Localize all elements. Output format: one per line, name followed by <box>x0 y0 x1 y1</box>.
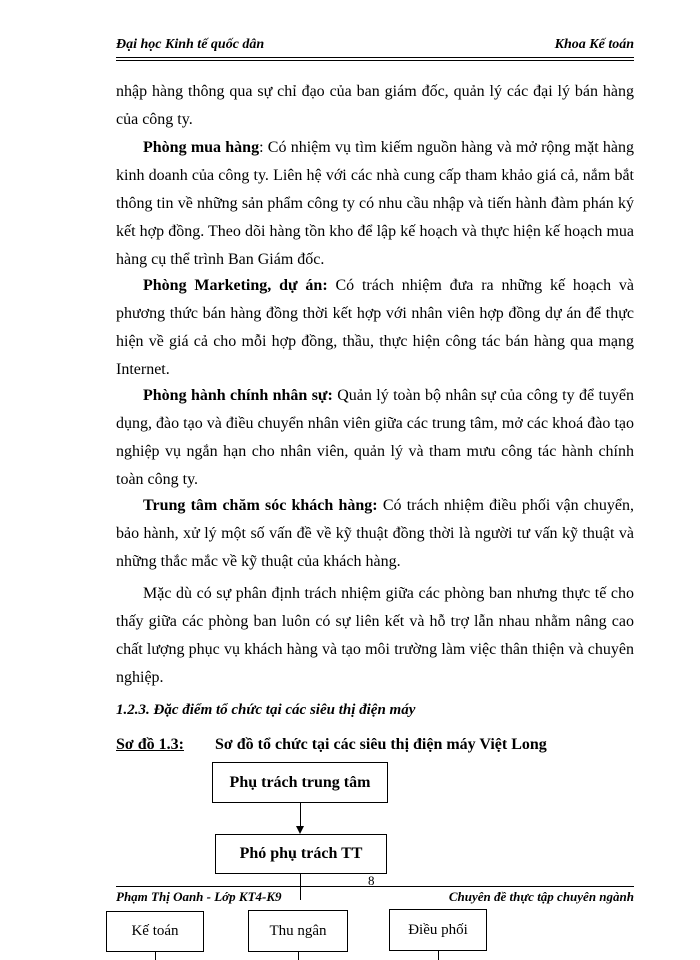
paragraph-lead: Phòng mua hàng <box>143 139 260 156</box>
paragraph-text: Có trách nhiệm đưa ra những kế hoạch và phương thức bán hàng đồng thời kết hợp với nhân viên hợp đồng dự án để thực hiện về giá cả cho mỗi hợp đồng, thầu, thực hiện công tác bán hàng qua mạng Internet. <box>116 277 635 378</box>
paragraph-text: Có trách nhiệm điều phối vận chuyển, bảo hành, xử lý một số vấn đề về kỹ thuật đồng thời là người tư vấn kỹ thuật và những thắc mắc về kỹ thuật của khách hàng. <box>116 497 634 570</box>
footer-report-title: Chuyên đề thực tập chuyên ngành <box>448 889 634 904</box>
paragraph-purchasing <box>116 134 634 274</box>
header-university: Đại học Kinh tế quốc dân <box>116 37 265 52</box>
header-faculty: Khoa Kế toán <box>554 37 634 52</box>
arrow-down-icon <box>296 826 304 834</box>
paragraph-marketing <box>116 272 634 384</box>
paragraph-hr <box>116 382 634 494</box>
org-node-cashier: Thu ngân <box>248 910 348 952</box>
page-number: 8 <box>368 873 375 888</box>
footer-rule <box>116 886 634 887</box>
paragraph-summary <box>116 580 634 692</box>
paragraph-lead: Phòng Marketing, dự án: <box>143 277 328 294</box>
paragraph-text: Mặc dù có sự phân định trách nhiệm giữa các phòng ban nhưng thực tế cho thấy giữa các phòng ban luôn có sự liên kết và hỗ trợ lẫn nhau nhằm nâng cao chất lượng phục vụ khách hàng và tạo môi trường làm việc thân thiện và chuyên nghiệp. <box>116 585 634 686</box>
org-node-center-head: Phụ trách trung tâm <box>212 762 388 803</box>
org-connector-line <box>438 951 439 960</box>
org-node-accounting: Kế toán <box>106 911 204 952</box>
org-node-deputy-head: Phó phụ trách TT <box>215 834 387 874</box>
org-connector-line <box>300 803 301 827</box>
org-connector-line <box>155 952 156 960</box>
paragraph-continuation <box>116 78 634 134</box>
paragraph-text: : Có nhiệm vụ tìm kiếm nguồn hàng và mở rộng mặt hàng kinh doanh của công ty. Liên hệ với các nhà cung cấp tham khảo giá cả, nắm bắt thông tin về những sản phẩm công ty có nhu cầu nhập và tiến hành đàm phán ký kết hợp đồng. Theo dõi hàng tồn kho để lập kế hoạch và thực hiện kế hoạch mua hàng cụ thể trình Ban Giám đốc. <box>116 139 635 268</box>
header-rule-bottom <box>116 60 634 61</box>
paragraph-text: Quản lý toàn bộ nhân sự của công ty để tuyển dụng, đào tạo và điều chuyển nhân viên giữa các trung tâm, mở các khoá đào tạo nghiệp vụ ngắn hạn cho nhân viên, quản lý và tham mưu công tác hành chính toàn công ty. <box>116 387 635 488</box>
header-rule-top <box>116 57 634 58</box>
figure-label: Sơ đồ 1.3: <box>116 736 184 753</box>
org-connector-line <box>298 952 299 960</box>
paragraph-lead: Trung tâm chăm sóc khách hàng: <box>143 497 378 514</box>
footer-author: Phạm Thị Oanh - Lớp KT4-K9 <box>116 889 282 904</box>
section-title: 1.2.3. Đặc điểm tổ chức tại các siêu thị điện máy <box>116 702 416 718</box>
org-connector-line <box>300 874 301 900</box>
paragraph-text: nhập hàng thông qua sự chỉ đạo của ban giám đốc, quản lý các đại lý bán hàng của công ty. <box>116 83 634 128</box>
org-node-dispatch: Điều phối <box>389 909 487 951</box>
paragraph-customer-care <box>116 492 634 576</box>
paragraph-lead: Phòng hành chính nhân sự: <box>143 387 333 404</box>
figure-title: Sơ đồ tổ chức tại các siêu thị điện máy Việt Long <box>215 736 547 753</box>
